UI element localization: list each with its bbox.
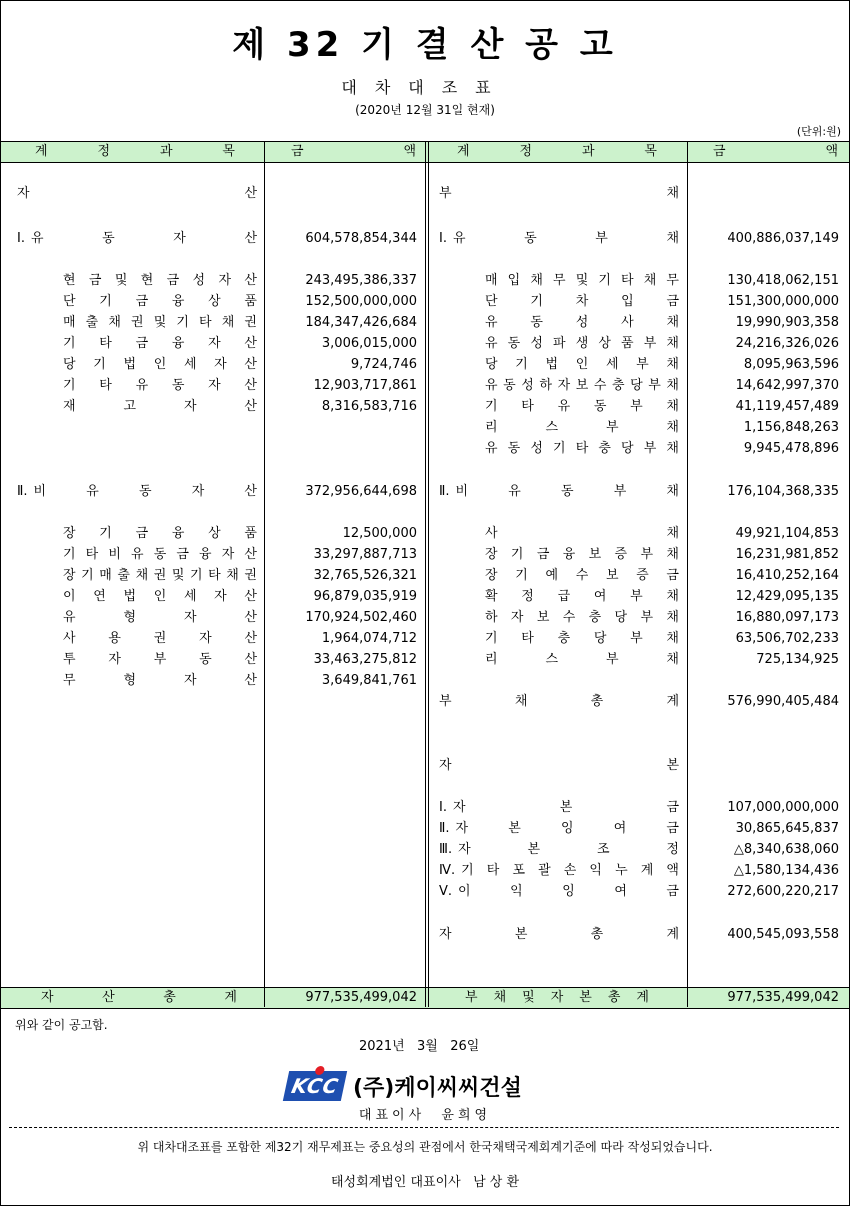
divider-center-right [428, 141, 429, 1007]
asset-row-label: Ⅱ. 비 유 동 자 산 [17, 484, 257, 499]
liability-row-amount: 16,410,252,164 [735, 568, 839, 583]
liability-row-amount: 12,429,095,135 [735, 589, 839, 604]
liability-row-label: Ⅱ. 비 유 동 부 채 [439, 484, 679, 499]
liability-row-label: 하 자 보 수 충 당 부 채 [485, 610, 679, 625]
asset-row-label: 무 형 자 산 [63, 673, 257, 688]
liability-row-amount: 107,000,000,000 [727, 800, 839, 815]
asset-row-amount: 184,347,426,684 [305, 315, 417, 330]
asset-row-label: 장 기 금 융 상 품 [63, 526, 257, 541]
liability-row-label: Ⅳ. 기 타 포 괄 손 익 누 계 액 [439, 863, 679, 878]
header-amount-left: 금 액 [291, 144, 416, 159]
asset-row-amount: 33,297,887,713 [313, 547, 417, 562]
liability-row-label: 자 본 총 계 [439, 927, 679, 942]
liability-row-amount: 400,545,093,558 [727, 927, 839, 942]
page-subtitle: 대차대조표 [341, 78, 509, 97]
asset-row-label: 기 타 금 융 자 산 [63, 336, 257, 351]
liability-row-label: Ⅲ. 자 본 조 정 [439, 842, 679, 857]
asset-row-label: 매 출 채 권 및 기 타 채 권 [63, 315, 257, 330]
total-assets-label: 자 산 총 계 [41, 990, 237, 1005]
liability-row-label: 기 타 유 동 부 채 [485, 399, 679, 414]
page-title: 제 32 기 결 산 공 고 [232, 25, 618, 65]
liability-row-label: 유 동 성 사 채 [485, 315, 679, 330]
asset-row-label: 자 산 [17, 186, 257, 201]
logo-text: KCC [289, 1074, 342, 1098]
as-of-date: (2020년 12월 31일 현재) [355, 103, 495, 117]
ceo-name: 대표이사 윤희영 [358, 1108, 492, 1123]
asset-row-label: 유 형 자 산 [63, 610, 257, 625]
asset-row-label: 장 기 매 출 채 권 및 기 타 채 권 [63, 568, 257, 583]
liability-row-amount: 8,095,963,596 [743, 357, 839, 372]
liability-row-amount: △1,580,134,436 [733, 863, 839, 878]
notice-text: 위와 같이 공고함. [15, 1018, 108, 1032]
asset-row-amount: 604,578,854,344 [305, 231, 417, 246]
liability-row-amount: 725,134,925 [756, 652, 839, 667]
liability-row-label: 유 동 성 기 타 충 당 부 채 [485, 441, 679, 456]
divider-center-left [425, 141, 426, 1007]
asset-row-amount: 12,500,000 [342, 526, 417, 541]
unit-label: (단위:원) [796, 125, 841, 138]
total-liab-equity-label: 부 채 및 자 본 총 계 [465, 990, 649, 1005]
audit-note: 위 대차대조표를 포함한 제32기 재무제표는 중요성의 관점에서 한국채택국제회계기준에 따라 작성되었습니다. [137, 1140, 713, 1154]
company-name: (주)케이씨씨건설 [353, 1076, 522, 1101]
asset-row-label: 단 기 금 융 상 품 [63, 294, 257, 309]
announcement-date: 2021년 3월 26일 [359, 1039, 480, 1054]
liability-row-amount: 9,945,478,896 [743, 441, 839, 456]
asset-row-label: 기 타 비 유 동 금 융 자 산 [63, 547, 257, 562]
liability-row-amount: 41,119,457,489 [735, 399, 839, 414]
divider-right-amount [687, 141, 688, 1007]
liability-row-label: 확 정 급 여 부 채 [485, 589, 679, 604]
header-account-right: 계 정 과 목 [457, 144, 657, 159]
liability-row-label: 사 채 [485, 526, 679, 541]
liability-row-label: Ⅱ. 자 본 잉 여 금 [439, 821, 679, 836]
liability-row-amount: 151,300,000,000 [727, 294, 839, 309]
total-liab-equity-amount: 977,535,499,042 [727, 990, 839, 1005]
asset-row-label: Ⅰ. 유 동 자 산 [17, 231, 257, 246]
liability-row-label: 리 스 부 채 [485, 420, 679, 435]
liability-row-label: Ⅰ. 자 본 금 [439, 800, 679, 815]
auditor-name: 태성회계법인 대표이사 남 상 환 [330, 1175, 520, 1190]
asset-row-amount: 9,724,746 [350, 357, 417, 372]
liability-row-label: 리 스 부 채 [485, 652, 679, 667]
liability-row-label: Ⅴ. 이 익 잉 여 금 [439, 884, 679, 899]
liability-row-amount: 576,990,405,484 [727, 694, 839, 709]
asset-row-label: 기 타 유 동 자 산 [63, 378, 257, 393]
liability-row-amount: 16,880,097,173 [735, 610, 839, 625]
asset-row-amount: 152,500,000,000 [305, 294, 417, 309]
liability-row-amount: 130,418,062,151 [727, 273, 839, 288]
liability-row-amount: 30,865,645,837 [735, 821, 839, 836]
liability-row-amount: △8,340,638,060 [733, 842, 839, 857]
asset-row-amount: 243,495,386,337 [305, 273, 417, 288]
asset-row-amount: 32,765,526,321 [313, 568, 417, 583]
liability-row-label: 부 채 총 계 [439, 694, 679, 709]
asset-row-label: 재 고 자 산 [63, 399, 257, 414]
liability-row-label: Ⅰ. 유 동 부 채 [439, 231, 679, 246]
liability-row-label: 기 타 충 당 부 채 [485, 631, 679, 646]
liability-row-label: 매 입 채 무 및 기 타 채 무 [485, 273, 679, 288]
liability-row-amount: 14,642,997,370 [735, 378, 839, 393]
liability-row-amount: 49,921,104,853 [735, 526, 839, 541]
asset-row-amount: 170,924,502,460 [305, 610, 417, 625]
asset-row-amount: 96,879,035,919 [313, 589, 417, 604]
total-assets-amount: 977,535,499,042 [305, 990, 417, 1005]
kcc-logo [283, 1071, 347, 1101]
asset-row-amount: 12,903,717,861 [313, 378, 417, 393]
asset-row-label: 당 기 법 인 세 자 산 [63, 357, 257, 372]
liability-row-label: 부 채 [439, 186, 679, 201]
liability-row-amount: 24,216,326,026 [735, 336, 839, 351]
asset-row-label: 투 자 부 동 산 [63, 652, 257, 667]
divider-left-amount [264, 141, 265, 1007]
asset-row-amount: 33,463,275,812 [313, 652, 417, 667]
asset-row-amount: 3,006,015,000 [321, 336, 417, 351]
liability-row-amount: 19,990,903,358 [735, 315, 839, 330]
liability-row-label: 장 기 예 수 보 증 금 [485, 568, 679, 583]
liability-row-amount: 1,156,848,263 [743, 420, 839, 435]
liability-row-amount: 272,600,220,217 [727, 884, 839, 899]
asset-row-label: 현 금 및 현 금 성 자 산 [63, 273, 257, 288]
header-amount-right: 금 액 [713, 144, 838, 159]
liability-row-amount: 400,886,037,149 [727, 231, 839, 246]
liability-row-label: 유 동 성 하 자 보 수 충 당 부 채 [485, 378, 679, 393]
liability-row-label: 유 동 성 파 생 상 품 부 채 [485, 336, 679, 351]
liability-row-label: 단 기 차 입 금 [485, 294, 679, 309]
asset-row-amount: 3,649,841,761 [321, 673, 417, 688]
dashed-divider [9, 1127, 839, 1128]
header-account-left: 계 정 과 목 [35, 144, 235, 159]
liability-row-label: 자 본 [439, 758, 679, 773]
liability-row-amount: 16,231,981,852 [735, 547, 839, 562]
asset-row-amount: 8,316,583,716 [321, 399, 417, 414]
liability-row-label: 당 기 법 인 세 부 채 [485, 357, 679, 372]
asset-row-amount: 1,964,074,712 [321, 631, 417, 646]
asset-row-label: 사 용 권 자 산 [63, 631, 257, 646]
liability-row-amount: 63,506,702,233 [735, 631, 839, 646]
liability-row-label: 장 기 금 융 보 증 부 채 [485, 547, 679, 562]
liability-row-amount: 176,104,368,335 [727, 484, 839, 499]
asset-row-amount: 372,956,644,698 [305, 484, 417, 499]
asset-row-label: 이 연 법 인 세 자 산 [63, 589, 257, 604]
